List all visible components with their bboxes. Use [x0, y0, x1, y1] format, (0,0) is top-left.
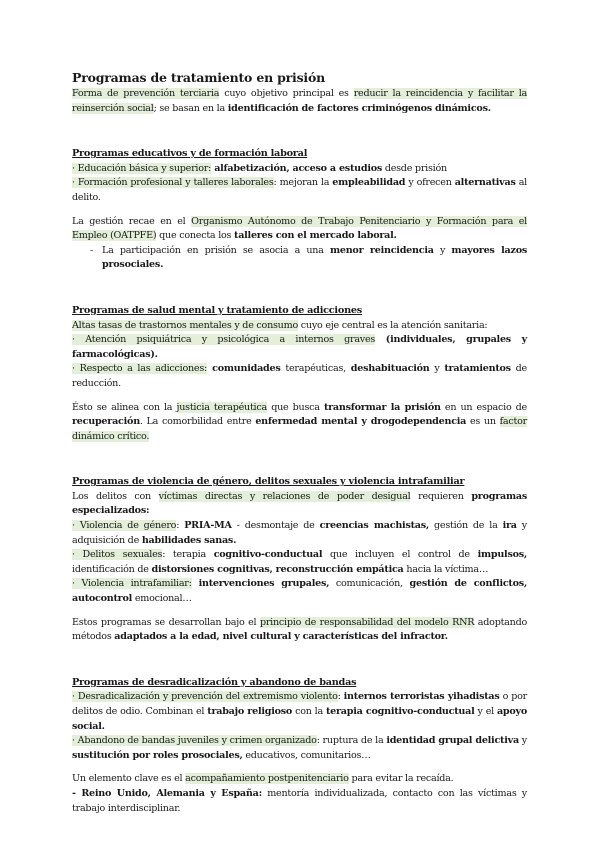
s4-paragraph-acompanamiento: Un elemento clave es el acompañamiento postpenitenciario para evitar la recaída. — [72, 773, 454, 785]
s1-bullet-participacion: - La participación en prisión se asocia a una menor reincidencia y mayores lazos prosociales. — [90, 244, 527, 271]
s1-paragraph-gestion: La gestión recae en el Organismo Autónomo de Trabajo Penitenciario y Formación para el Empleo (OATPFE) que conecta los talleres con el mercado laboral. — [72, 215, 527, 242]
s1-item-formacion: · Formación profesional y talleres laborales: mejoran la empleabilidad y ofrecen alternativas al delito. — [72, 177, 528, 203]
section-title-desradicalizacion: Programas de desradicalización y abandono de bandas — [72, 676, 357, 688]
intro-paragraph: Forma de prevención terciaria cuyo objetivo principal es reducir la reincidencia y facilitar la reinserción social; se basan en la identificación de factores criminógenos dinámicos. — [72, 88, 527, 114]
s4-item-bandas: · Abandono de bandas juveniles y crimen organizado: ruptura de la identidad grupal delictiva y sustitución por roles prosociales, educativos, comunitarios… — [72, 735, 527, 761]
s4-paragraph-paises: - Reino Unido, Alemania y España: mentoría individualizada, contacto con las víctimas y trabajo interdisciplinar. — [72, 787, 527, 814]
s3-paragraph-rnr: Estos programas se desarrollan bajo el principio de responsabilidad del modelo RNR adoptando métodos adaptados a la edad, nivel cultural y características del infractor. — [72, 616, 528, 643]
s3-item-intrafamiliar: · Violencia intrafamiliar: intervenciones grupales, comunicación, gestión de conflictos, autocontrol emocional… — [72, 578, 527, 605]
s3-line-delitos: Los delitos con víctimas directas y relaciones de poder desigual requieren programas especializados: — [72, 490, 527, 517]
s2-paragraph-justicia: Ésto se alinea con la justicia terapéutica que busca transformar la prisión en un espacio de recuperación. La comorbilidad entre enfermedad mental y drogodependencia es un factor dinámico crítico. — [72, 401, 527, 442]
document-page — [72, 70, 527, 816]
section-title-educativos: Programas educativos y de formación laboral — [72, 148, 308, 160]
page-title: Programas de tratamiento en prisión — [72, 70, 325, 85]
s3-item-sexuales: · Delitos sexuales: terapia cognitivo-conductual que incluyen el control de impulsos, identificación de distorsiones cognitivas, reconstrucción empática hacia la víctima… — [72, 549, 527, 575]
s2-line-tasas: Altas tasas de trastornos mentales y de consumo cuyo eje central es la atención sanitaria: — [72, 319, 488, 331]
s1-item-educacion: · Educación básica y superior: alfabetización, acceso a estudios desde prisión — [72, 162, 447, 174]
s2-item-atencion: · Atención psiquiátrica y psicológica a internos graves (individuales, grupales y farmacológicas). — [72, 334, 528, 360]
s3-item-genero: · Violencia de género: PRIA-MA - desmontaje de creencias machistas, gestión de la ira y adquisición de habilidades sanas. — [72, 520, 527, 546]
section-title-salud-mental: Programas de salud mental y tratamiento de adicciones — [72, 304, 362, 316]
section-title-violencia: Programas de violencia de género, delitos sexuales y violencia intrafamiliar — [72, 476, 465, 488]
s2-item-adicciones: · Respecto a las adicciones: comunidades terapéuticas, deshabituación y tratamientos de reducción. — [72, 363, 527, 389]
s4-item-desradicalizacion: · Desradicalización y prevención del extremismo violento: internos terroristas yihadistas o por delitos de odio. Combinan el trabajo religioso con la terapia cognitivo-conductual y el apoyo social. — [72, 691, 528, 732]
